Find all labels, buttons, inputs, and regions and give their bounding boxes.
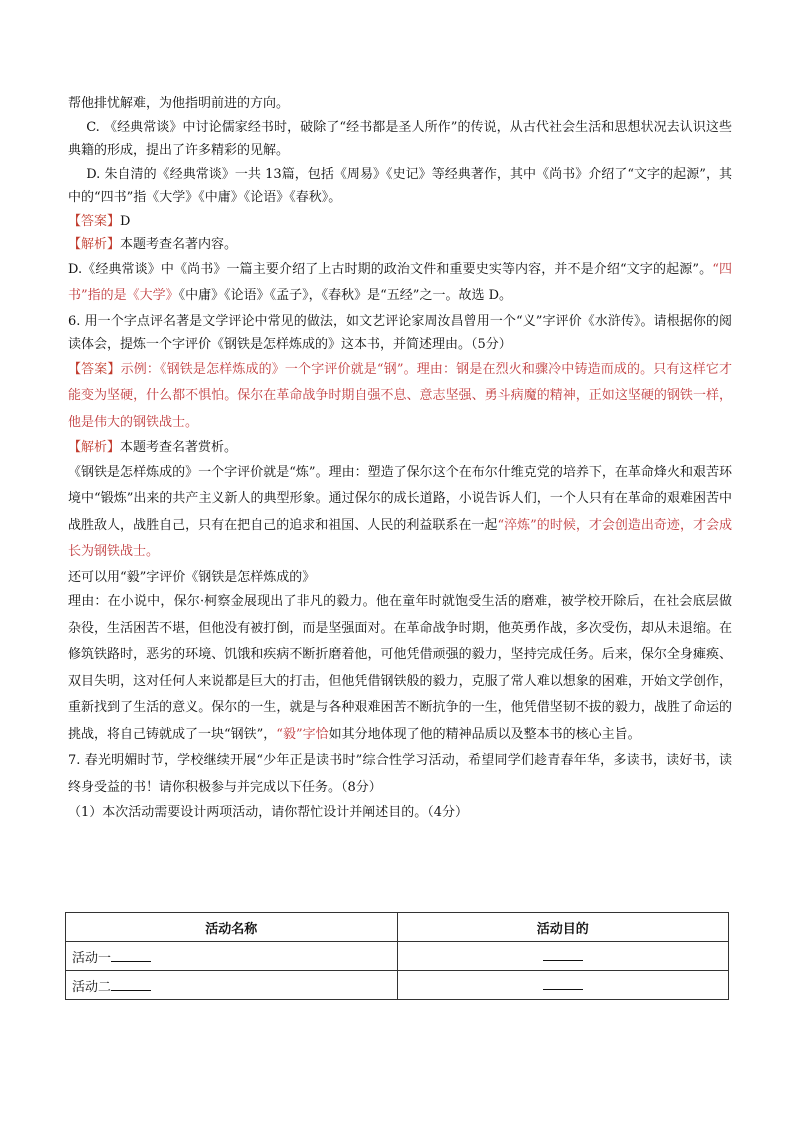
analysis-detail — [68, 257, 732, 310]
activity-name-cell — [66, 971, 398, 1000]
q6-para1-b: “淬炼”的时候，才会创造出奇迹，才会成长为钢铁战士。 — [68, 517, 732, 559]
text-line: 帮他排忧解难，为他指明前进的方向。 — [68, 96, 290, 111]
q6-para3-c: 如其分地体现了他的精神品质以及整本书的核心主旨。 — [328, 726, 641, 742]
activity-name: 活动一 — [72, 950, 112, 966]
analysis-text: 本题考查名著内容。 — [120, 237, 238, 252]
table-row — [66, 942, 729, 971]
column-header-purpose: 活动目的 — [397, 913, 729, 942]
q6-analysis-para1 — [68, 460, 732, 566]
analysis-tag: 【解析】 — [68, 237, 121, 252]
answer-tag: 【答案】 — [68, 213, 121, 229]
q6-analysis-text: 本题考查名著赏析。 — [120, 440, 238, 455]
table-header-row — [66, 913, 729, 942]
activity-name-cell — [66, 942, 398, 971]
q6-para1-a: 《钢铁是怎样炼成的》一个字评价就是“炼”。理由：塑造了保尔这个在布尔什维克党的培养下，在革命烽火和艰苦环境中“锻炼”出来的共产主义新人的典型形象。通过保尔的成长道路，小说告诉人们，一个人只有在革命的艰难困苦中战胜敌人，战胜自己，只有在把自己的追求和祖国、人民的利益联系在一起 — [68, 464, 732, 533]
option-c: C. 《经典常谈》中讨论儒家经书时，破除了“经书都是圣人所作”的传说，从古代社会生活和思想状况去认识这些典籍的形成，提出了许多精彩的见解。 — [68, 119, 732, 158]
document-body — [68, 92, 732, 825]
q6-answer-tag: 【答案】 — [68, 361, 121, 377]
q6-answer-text: 示例：《钢铁是怎样炼成的》一个字评价就是“钢”。理由：钢是在烈火和骤冷中铸造而成的。只有这样它才能变为坚硬，什么都不惧怕。保尔在革命战争时期自强不息、意志坚强、勇斗病魔的精神，正如这坚硬的钢铁一样，他是伟大的钢铁战士。 — [68, 361, 732, 430]
question-7: 7. 春光明媚时节，学校继续开展“少年正是读书时”综合性学习活动，希望同学们趁青春年华，多读书，读好书，读终身受益的书！请你积极参与并完成以下任务。（8分） — [68, 753, 732, 795]
analysis-detail-c: 《中庸》《论语》《孟子》，《春秋》是“五经”之一。故选 D。 — [178, 288, 513, 303]
answer-line — [68, 210, 732, 234]
q6-analysis — [68, 436, 732, 460]
q6-answer — [68, 357, 732, 437]
q6-analysis-para2: 还可以用“毅”字评价《钢铁是怎样炼成的》 — [68, 569, 316, 585]
analysis-detail-b: “四书”指的是《大学》 — [68, 261, 732, 303]
answer-blank[interactable] — [543, 977, 583, 990]
answer-value: D — [120, 213, 131, 229]
option-d: D. 朱自清的《经典常谈》一共 13篇，包括《周易》《史记》等经典著作，其中《尚书》介绍了“文字的起源”，其中的“四书”指《大学》《中庸》《论语》《春秋》。 — [68, 166, 732, 205]
question-7-1: （1）本次活动需要设计两项活动，请你帮忙设计并阐述目的。（4分） — [68, 805, 469, 820]
column-header-name: 活动名称 — [66, 913, 398, 942]
answer-blank[interactable] — [111, 978, 151, 991]
activity-name: 活动二 — [72, 979, 112, 995]
q6-analysis-para3 — [68, 589, 732, 748]
activity-purpose-cell — [397, 971, 729, 1000]
answer-blank[interactable] — [543, 948, 583, 961]
q6-para3-b: “毅”字恰 — [276, 726, 329, 742]
answer-blank[interactable] — [111, 949, 151, 962]
question-6: 6. 用一个字点评名著是文学评论中常见的做法，如文艺评论家周汝昌曾用一个“义”字评价《水浒传》。请根据你的阅读体会，提炼一个字评价《钢铁是怎样炼成的》这本书，并简述理由。（5分） — [68, 313, 732, 352]
q6-analysis-tag: 【解析】 — [68, 440, 121, 455]
activity-table — [65, 912, 729, 1000]
analysis-detail-a: D.《经典常谈》中《尚书》一篇主要介绍了上古时期的政治文件和重要史实等内容，并不是介绍“文字的起源”。 — [68, 261, 713, 277]
q6-para3-a: 理由：在小说中，保尔·柯察金展现出了非凡的毅力。他在童年时就饱受生活的磨难，被学校开除后，在社会底层做杂役，生活困苦不堪，但他没有被打倒，而是坚强面对。在革命战争时期，他英勇作战，多次受伤，却从未退缩。在修筑铁路时，恶劣的环境、饥饿和疾病不断折磨着他，可他凭借顽强的毅力，坚持完成任务。后来，保尔全身瘫痪、双目失明，这对任何人来说都是巨大的打击，但他凭借钢铁般的毅力，克服了常人难以想象的困难，开始文学创作，重新找到了生活的意义。保尔的一生，就是与各种艰难困苦不断抗争的一生，他凭借坚韧不拔的毅力，战胜了命运的挑战，将自己铸就成了一块“钢铁”， — [68, 594, 732, 742]
analysis-line — [68, 233, 732, 257]
table-row — [66, 971, 729, 1000]
activity-purpose-cell — [397, 942, 729, 971]
